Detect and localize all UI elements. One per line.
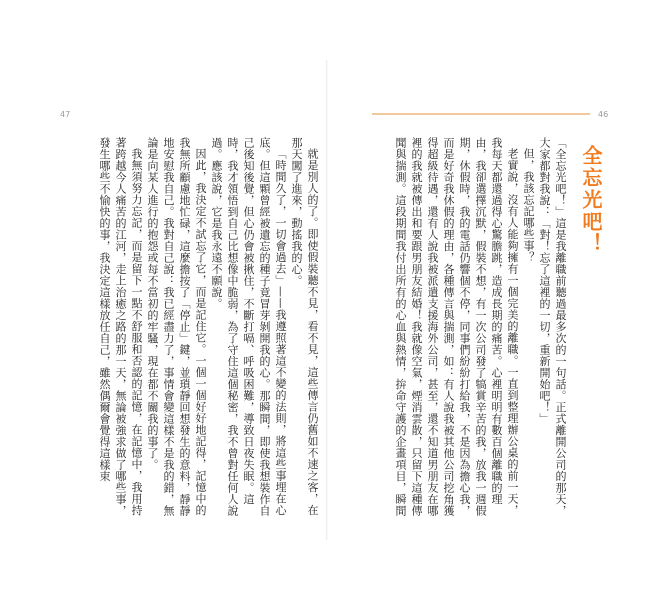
- page-number-right: 46: [598, 110, 609, 119]
- chapter-title: 全忘光吧！: [579, 145, 603, 255]
- paragraph: 但，我該忘記哪些事？: [522, 148, 535, 263]
- paragraph: 「全忘光吧！」這是我離職前聽過最多次的一句話。正式離開公司的那天，大家都對我說：「對！忘了這裡的一切，重新開始吧！」: [538, 137, 567, 517]
- left-page: [0, 0, 327, 609]
- right-page: [328, 0, 655, 609]
- paragraph: 老實說，沒有人能夠擁有一個完美的離職。一直到整理辦公桌的前一天，我每天都還過得心驚膽跳，造成長期的痛苦。心裡明明有數百個離職的理由，我卻選擇沉默，假裝不想，有一次公司發了犒賞辛苦的我，放我一週假期，休假時，我的電話仍響個不停，同事們紛紛打給我，不是因為擔心我，而是好奇我休假的理由，各種傳言與揣測，如：有人說我被其他公司挖角獲得超級待遇，還有人說我被派遣支援海外公司，甚至，還不知道男朋友在哪裡的我就被傳出和要跟男朋友結婚！我就像空氣，煙消雲散，只留下這種傳聞與揣測。這段期間我付出所有的心血與熱情，拚命守護的企畫項目，瞬間: [394, 137, 519, 517]
- right-page-body: [358, 137, 568, 525]
- paragraph: 我無須努力忘記，而是留下一點不舒服和否認的記憶，在記憶中，我用持著跨越今人痛苦的江河，走上治癒之路的那一天，無論被強求做了哪些事，發生哪些不愉快的事，我決定這樣放任自己，雖然偶爾會覺得這樣束: [98, 137, 143, 517]
- paragraph: 就是別人的了。即使假裝聽不見，看不見，這些傳言仍舊如不速之客，在那天闖了進來，動搖我的心。: [290, 137, 319, 516]
- paragraph: 因此，我決定不試忘了它，而是記住它。一個一個好好地記得，記憶中的我無所顧慮地忙碌，這麼擔按了「停止」鍵，並瑣靜回想發生的意料，靜靜地安慰我自己。我對自己說：我已經盡力了，事情會變這樣不是我的錯，無論是向某人進行的抱怨或每不當初的牢騷，現在都不關我的事了。: [146, 137, 207, 517]
- paragraph: 「時間久了，一切會過去」——我遵照著這不變的法則，將這些事埋在心底。但這顆曾經被遺忘的種子竟冒芽剝開我的心。那瞬間，即使我想裝作自己後知後覺，但心仍會被揪住，不斷打嗝、呼吸困難，導致日夜失眠。這時，我才領悟到自己比想像中脆弱，為了守住這個秘密，我不曾對任何人說過。應該說，它是我永遠不願說。: [210, 137, 287, 517]
- left-page-body: [15, 137, 320, 525]
- header-rule: [372, 113, 590, 115]
- page-number-left: 47: [60, 110, 71, 119]
